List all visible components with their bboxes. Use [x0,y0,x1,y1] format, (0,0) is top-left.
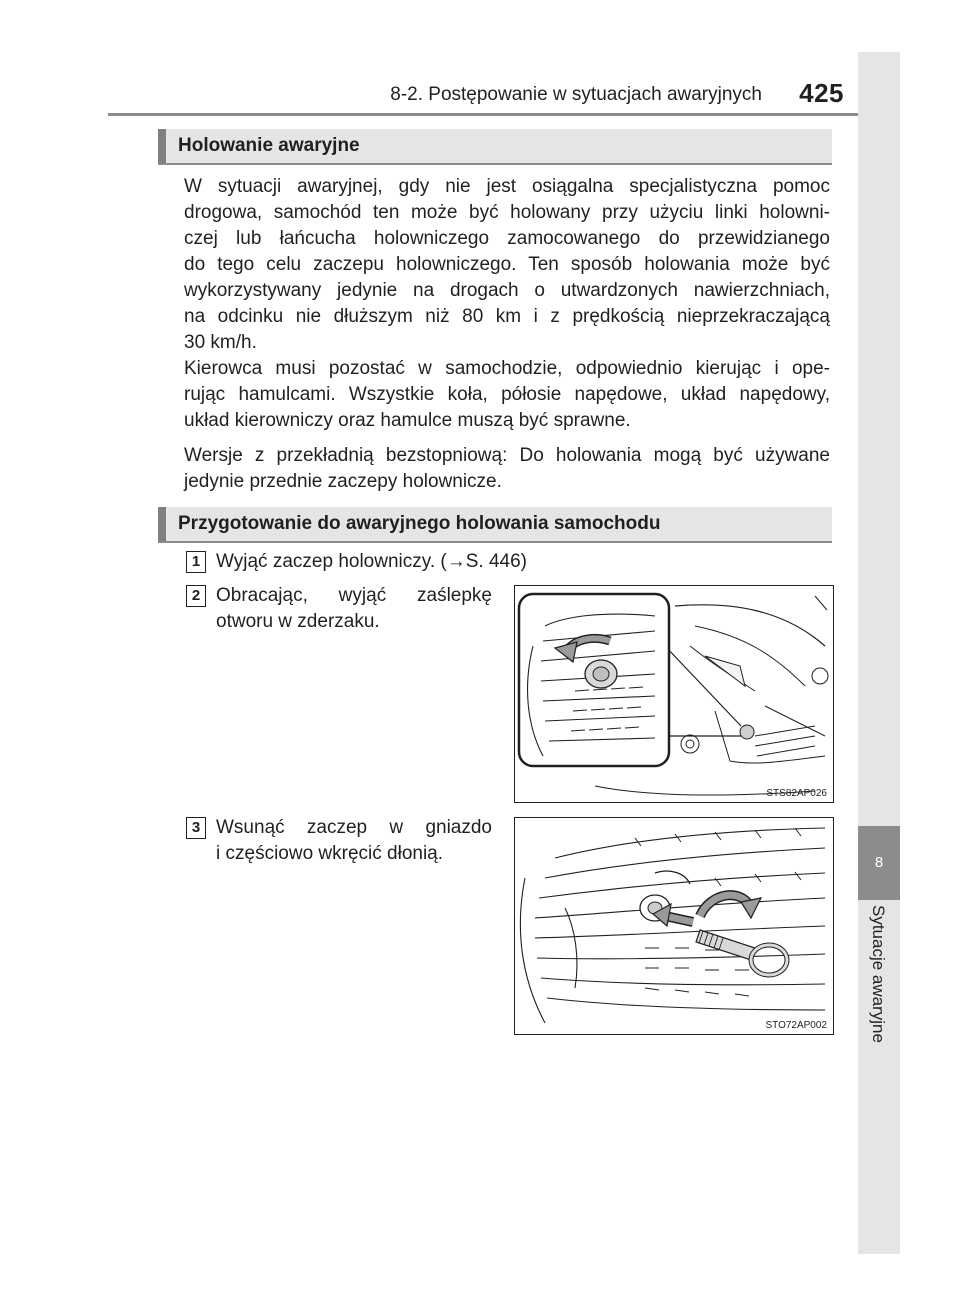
step-text [216,583,492,635]
paragraph-emergency-conditions [184,174,830,434]
figure-insert-towing-eyelet [514,817,834,1035]
bumper-cap-illustration [515,586,833,802]
figure-remove-bumper-cap [514,585,834,803]
section-heading-bar [158,129,166,164]
section-heading-bar [158,507,166,542]
step-text-line: i częściowo wkręcić dłonią. [216,843,444,864]
side-chapter-title [868,905,890,1105]
step-number-badge: 1 [186,551,206,573]
text-line: układ kierowniczy oraz hamulce muszą być sprawne. [184,410,631,431]
towing-eyelet-illustration [515,818,833,1034]
chapter-running-title: 8-2. Postępowanie w sytuacjach awaryjnych [390,84,762,105]
text-line: na odcinku nie dłuższym niż 80 km i z prędkością nieprzekraczającą [184,306,830,327]
step-text-line: Wsunąć zaczep w gniazdo [216,817,492,838]
text-line: wykorzystywany jedynie na drogach o utwardzonych nawierzchniach, [184,280,830,301]
figure-code: STO72AP002 [765,1020,827,1031]
step-number-badge: 3 [186,817,206,839]
side-chapter-number: 8 [858,826,900,900]
page-number: 425 [799,78,844,108]
text-line: do tego celu zaczepu holowniczego. Ten sposób holowania może być [184,254,830,275]
text-line: drogowa, samochód ten może być holowany przy użyciu linki holowni- [184,202,830,223]
text-line: Wersje z przekładnią bezstopniową: Do holowania mogą być używane [184,445,830,466]
paragraph-cvt-note [184,443,830,495]
header-divider [108,113,858,116]
step-text-line: Wyjąć zaczep holowniczy. (→S. 446) [216,551,527,572]
section-heading-underline [158,163,832,165]
section-heading-underline [158,541,832,543]
side-chapter-title-text: Sytuacje awaryjne [869,905,888,1043]
text-line: jedynie przednie zaczepy holownicze. [184,471,502,492]
step-text [216,815,492,867]
step-number-badge: 2 [186,585,206,607]
text-line: Kierowca musi pozostać w samochodzie, odpowiednio kierując i ope- [184,358,830,379]
section-heading-text: Przygotowanie do awaryjnego holowania samochodu [178,513,661,534]
text-line: 30 km/h. [184,332,257,353]
section-heading-towing-preparation [158,507,832,542]
section-heading-emergency-towing [158,129,832,164]
text-line: rując hamulcami. Wszystkie koła, półosie napędowe, układ napędowy, [184,384,830,405]
step-text-line: otworu w zderzaku. [216,611,380,632]
section-heading-text: Holowanie awaryjne [178,135,360,156]
figure-code: STS82AP026 [766,788,827,799]
text-line: W sytuacji awaryjnej, gdy nie jest osiągalna specjalistyczna pomoc [184,176,830,197]
step-text-line: Obracając, wyjąć zaślepkę [216,585,492,606]
page-header [0,76,960,116]
step-text [216,549,776,575]
text-line: czej lub łańcucha holowniczego zamocowanego do przewidzianego [184,228,830,249]
